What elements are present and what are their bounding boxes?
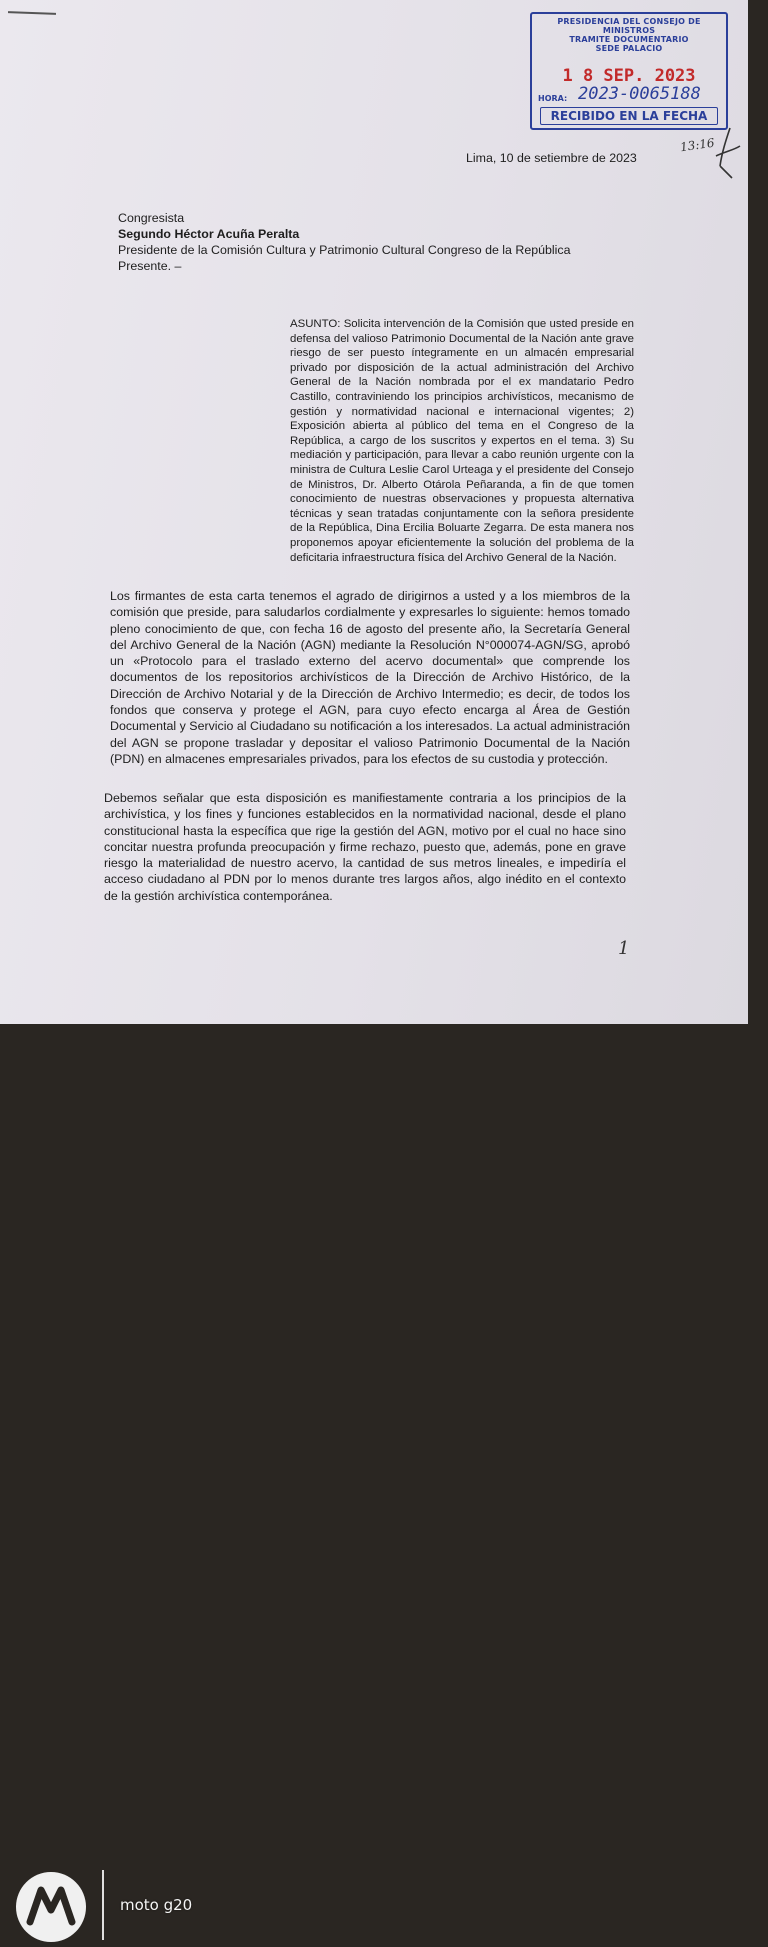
place-and-date: Lima, 10 de setiembre de 2023 <box>466 151 637 165</box>
recipient-block <box>118 210 571 274</box>
page-number: 1 <box>618 938 630 959</box>
stamp-received-label: RECIBIDO EN LA FECHA <box>540 107 718 125</box>
handwritten-time: 13:16 <box>679 135 716 155</box>
stamp-location: SEDE PALACIO <box>595 44 663 53</box>
stamp-office: TRAMITE DOCUMENTARIO <box>569 35 689 44</box>
stamp-date: 1 8 SEP. 2023 <box>562 66 696 86</box>
handwritten-dash-mark <box>8 11 56 15</box>
recipient-presente: Presente. – <box>118 259 182 273</box>
camera-watermark <box>0 930 300 1914</box>
reception-stamp <box>530 12 728 130</box>
recipient-role: Presidente de la Comisión Cultura y Patrimonio Cultural Congreso de la República <box>118 243 571 257</box>
stamp-hora-label: HORA: <box>538 94 568 103</box>
recipient-title: Congresista <box>118 211 185 225</box>
camera-model-label: moto g20 <box>120 1896 193 1914</box>
signature-mark-icon <box>712 126 742 180</box>
watermark-divider <box>102 1870 104 1940</box>
body-paragraph-2: Debemos señalar que esta disposición es manifiestamente contraria a los principios de la archivística, y los fines y funciones establecidos en la normatividad nacional, desde el plano constitucional hasta la específica que rige la gestión del AGN, motivo por el cual no hace sino concitar nuestra profunda preocupación y firme rechazo, puesto que, además, pone en grave riesgo la materialidad de nuestro acervo, la cantidad de sus metros lineales, e impediría el acceso ciudadano al PDN por lo menos durante tres largos años, algo inédito en el contexto de la gestión archivística contemporánea. <box>104 791 626 903</box>
asunto-paragraph: ASUNTO: Solicita intervención de la Comisión que usted preside en defensa del valioso Patrimonio Documental de la Nación ante grave riesgo de ser puesto íntegramente en un almacén empresarial privado por disposición de la actual administración del Archivo General de la Nación nombrada por el ex mandatario Pedro Castillo, contraviniendo los principios archivísticos, mecanismo de gestión y normatividad nacional e internacional vigentes; 2) Exposición abierta al público del tema en el Congreso de la República, a cargo de los suscritos y expertos en el tema. 3) Su mediación y participación, para llevar a cabo reunión urgente con la ministra de Cultura Leslie Carol Urteaga y el presidente del Consejo de Ministros, Dr. Alberto Otárola Peñaranda, a fin de que tomen conocimiento de nuestras observaciones y propuesta alternativa técnicas y sean tratadas conjuntamente con la señora presidente de la República, Dina Ercilia Boluarte Zegarra. De esta manera nos proponemos apoyar eficientemente la solución del problema de la deficitaria infraestructura física del Archivo General de la Nación. <box>290 318 634 564</box>
stamp-institution: PRESIDENCIA DEL CONSEJO DE MINISTROS <box>557 17 701 35</box>
motorola-logo-icon <box>16 1872 86 1942</box>
stamp-registration-number: 2023-0065188 <box>578 84 701 104</box>
body-paragraph-1: Los firmantes de esta carta tenemos el agrado de dirigirnos a usted y a los miembros de la comisión que preside, para saludarlos cordialmente y expresarles lo siguiente: hemos tomado pleno conocimiento de que, con fecha 16 de agosto del presente año, la Secretaría General del Archivo General de la Nación (AGN) mediante la Resolución N°000074-AGN/SG, aprobó un «Protocolo para el traslado externo del acervo documental» que comprende los documentos de los repositorios archivísticos de la Dirección de Archivo Histórico, de la Dirección de Archivo Notarial y de la Dirección de Archivo Intermedio; es decir, de todos los fondos que conserva y protege el AGN, para cuyo efecto encarga al Área de Gestión Documental y Servicio al Ciudadano su notificación a los interesados. La actual administración del AGN se propone trasladar y depositar el valioso Patrimonio Documental de la Nación (PDN) en almacenes empresariales privados, para los efectos de su custodia y protección. <box>110 589 630 766</box>
recipient-name: Segundo Héctor Acuña Peralta <box>118 227 300 241</box>
